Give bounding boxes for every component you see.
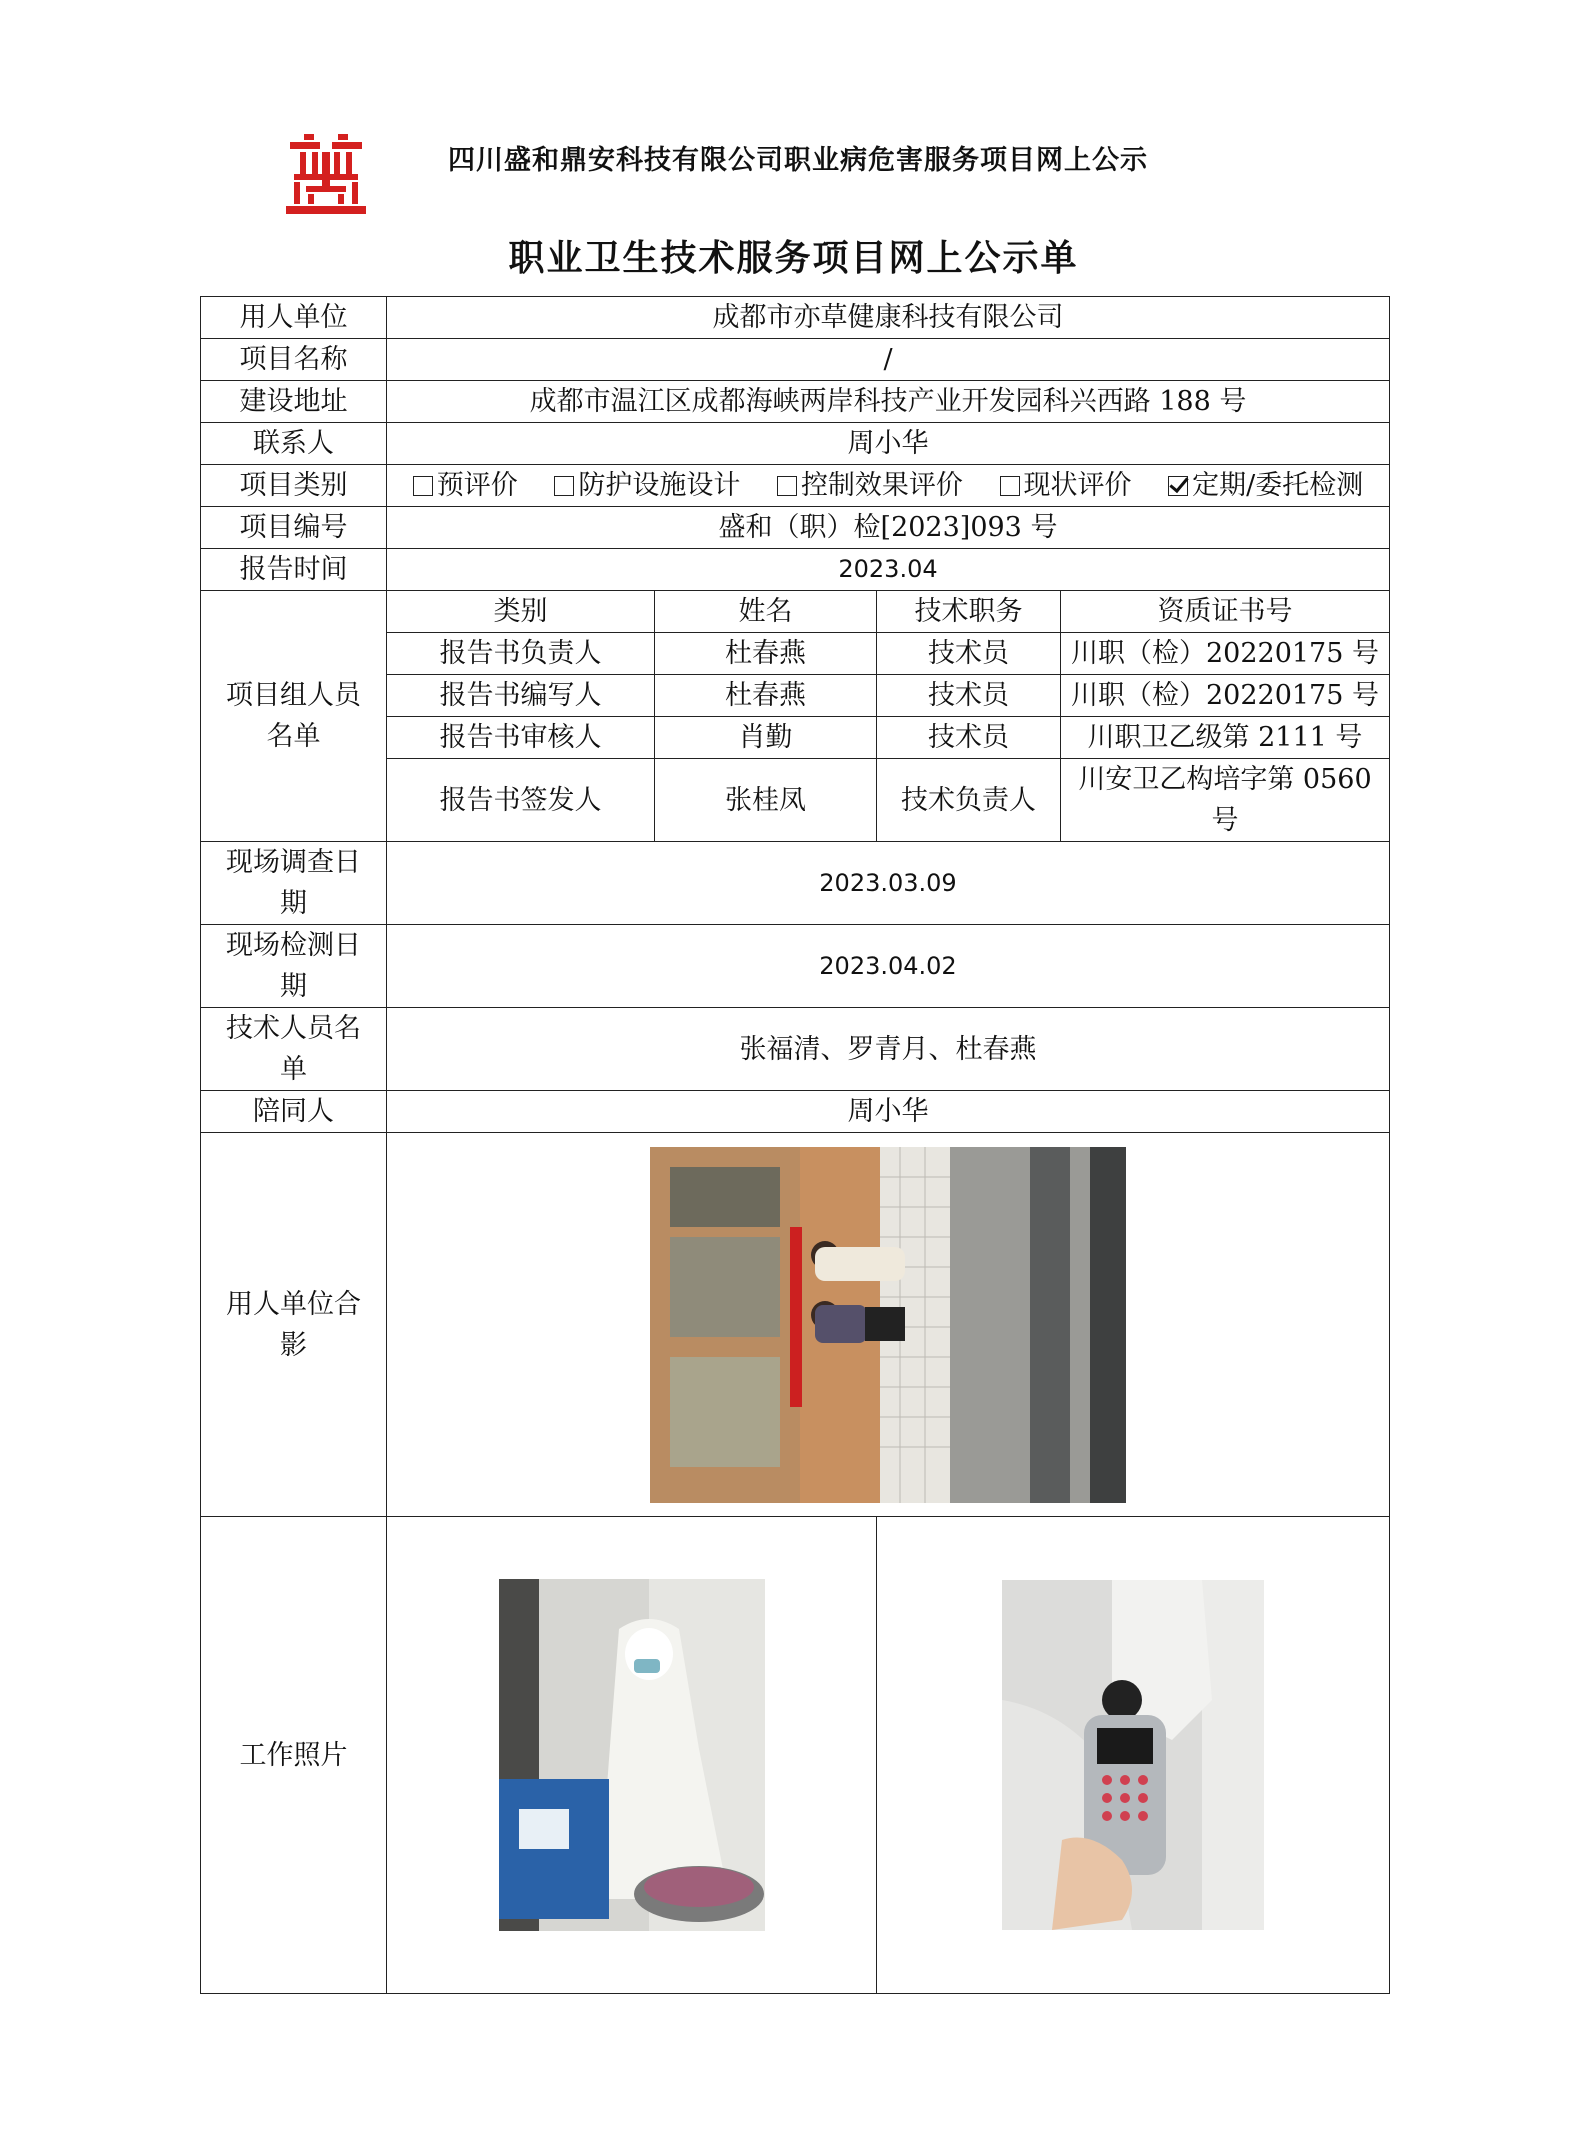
employer-value: 成都市亦草健康科技有限公司 xyxy=(387,297,1390,339)
survey-date-label xyxy=(201,842,387,925)
test-date-label-line1: 现场检测日 xyxy=(226,930,361,961)
row-project-no xyxy=(201,507,1390,549)
row-survey-date xyxy=(201,842,1390,925)
project-name-label: 项目名称 xyxy=(201,339,387,381)
member-role: 报告书审核人 xyxy=(387,717,655,759)
option-label: 定期/委托检测 xyxy=(1192,470,1364,501)
escort-label: 陪同人 xyxy=(201,1091,387,1133)
row-contact xyxy=(201,423,1390,465)
option-status-evaluation[interactable] xyxy=(1000,470,1132,501)
team-label-line2: 名单 xyxy=(266,721,321,752)
address-label: 建设地址 xyxy=(201,381,387,423)
checkbox-unchecked-icon xyxy=(777,476,797,496)
group-photo-cell xyxy=(387,1133,1390,1517)
option-protection-design[interactable] xyxy=(554,470,740,501)
work-photo-image-1 xyxy=(499,1579,765,1931)
member-title: 技术员 xyxy=(877,633,1061,675)
employer-label: 用人单位 xyxy=(201,297,387,339)
report-time-label: 报告时间 xyxy=(201,549,387,591)
group-photo-label xyxy=(201,1133,387,1517)
report-time-value: 2023.04 xyxy=(387,549,1390,591)
test-date-label-line2: 期 xyxy=(280,971,307,1002)
option-pre-evaluation[interactable] xyxy=(413,470,518,501)
option-label: 控制效果评价 xyxy=(800,470,963,501)
member-role: 报告书负责人 xyxy=(387,633,655,675)
staff-label-line2: 单 xyxy=(280,1054,307,1085)
member-name: 杜春燕 xyxy=(655,675,877,717)
survey-date-value: 2023.03.09 xyxy=(387,842,1390,925)
row-work-photos xyxy=(201,1517,1390,1994)
staff-value: 张福清、罗青月、杜春燕 xyxy=(387,1008,1390,1091)
member-name: 张桂凤 xyxy=(655,759,877,842)
project-no-label: 项目编号 xyxy=(201,507,387,549)
work-photos-label: 工作照片 xyxy=(201,1517,387,1994)
member-cert xyxy=(1061,759,1390,842)
team-header-cert: 资质证书号 xyxy=(1061,591,1390,633)
team-header-name: 姓名 xyxy=(655,591,877,633)
group-photo-label-line2: 影 xyxy=(280,1329,307,1361)
member-role: 报告书签发人 xyxy=(387,759,655,842)
org-title: 四川盛和鼎安科技有限公司职业病危害服务项目网上公示 xyxy=(448,145,1148,176)
test-date-label xyxy=(201,925,387,1008)
option-periodic-testing[interactable] xyxy=(1168,470,1363,501)
row-escort xyxy=(201,1091,1390,1133)
row-employer xyxy=(201,297,1390,339)
category-options xyxy=(387,465,1390,507)
contact-label: 联系人 xyxy=(201,423,387,465)
team-header-role: 类别 xyxy=(387,591,655,633)
address-value: 成都市温江区成都海峡两岸科技产业开发园科兴西路 188 号 xyxy=(387,381,1390,423)
staff-label-line1: 技术人员名 xyxy=(226,1013,361,1044)
staff-label xyxy=(201,1008,387,1091)
option-label: 现状评价 xyxy=(1023,470,1132,501)
contact-value: 周小华 xyxy=(387,423,1390,465)
group-photo-image xyxy=(650,1147,1126,1503)
option-label: 防护设施设计 xyxy=(578,470,741,501)
escort-value: 周小华 xyxy=(387,1091,1390,1133)
team-header-title: 技术职务 xyxy=(877,591,1061,633)
row-category xyxy=(201,465,1390,507)
member-name: 肖勤 xyxy=(655,717,877,759)
checkbox-checked-icon xyxy=(1168,476,1188,496)
survey-date-label-line1: 现场调查日 xyxy=(226,847,361,878)
option-control-effect[interactable] xyxy=(777,470,963,501)
checkbox-unchecked-icon xyxy=(413,476,433,496)
project-name-value: / xyxy=(387,339,1390,381)
company-logo xyxy=(286,132,366,214)
project-no-value: 盛和（职）检[2023]093 号 xyxy=(387,507,1390,549)
team-label xyxy=(201,591,387,842)
work-photo-cell-2 xyxy=(877,1517,1390,1994)
member-name: 杜春燕 xyxy=(655,633,877,675)
row-project-name xyxy=(201,339,1390,381)
row-staff xyxy=(201,1008,1390,1091)
member-cert: 川职卫乙级第 2111 号 xyxy=(1061,717,1390,759)
checkbox-unchecked-icon xyxy=(1000,476,1020,496)
row-group-photo xyxy=(201,1133,1390,1517)
group-photo-label-line1: 用人单位合 xyxy=(226,1288,361,1320)
member-cert-line1: 川安卫乙构培字第 0560 xyxy=(1078,764,1372,795)
team-header-row xyxy=(201,591,1390,633)
team-label-line1: 项目组人员 xyxy=(226,680,361,711)
document-title: 职业卫生技术服务项目网上公示单 xyxy=(508,237,1079,279)
member-role: 报告书编写人 xyxy=(387,675,655,717)
member-cert-line2: 号 xyxy=(1211,805,1239,836)
work-photo-image-2 xyxy=(1002,1580,1264,1930)
member-cert: 川职（检）20220175 号 xyxy=(1061,675,1390,717)
checkbox-unchecked-icon xyxy=(554,476,574,496)
notice-form-table xyxy=(200,296,1390,1994)
member-title: 技术员 xyxy=(877,675,1061,717)
survey-date-label-line2: 期 xyxy=(280,888,307,919)
member-cert: 川职（检）20220175 号 xyxy=(1061,633,1390,675)
row-report-time xyxy=(201,549,1390,591)
row-test-date xyxy=(201,925,1390,1008)
work-photo-cell-1 xyxy=(387,1517,877,1994)
row-address xyxy=(201,381,1390,423)
option-label: 预评价 xyxy=(436,470,518,501)
test-date-value: 2023.04.02 xyxy=(387,925,1390,1008)
category-label: 项目类别 xyxy=(201,465,387,507)
member-title: 技术负责人 xyxy=(877,759,1061,842)
member-title: 技术员 xyxy=(877,717,1061,759)
